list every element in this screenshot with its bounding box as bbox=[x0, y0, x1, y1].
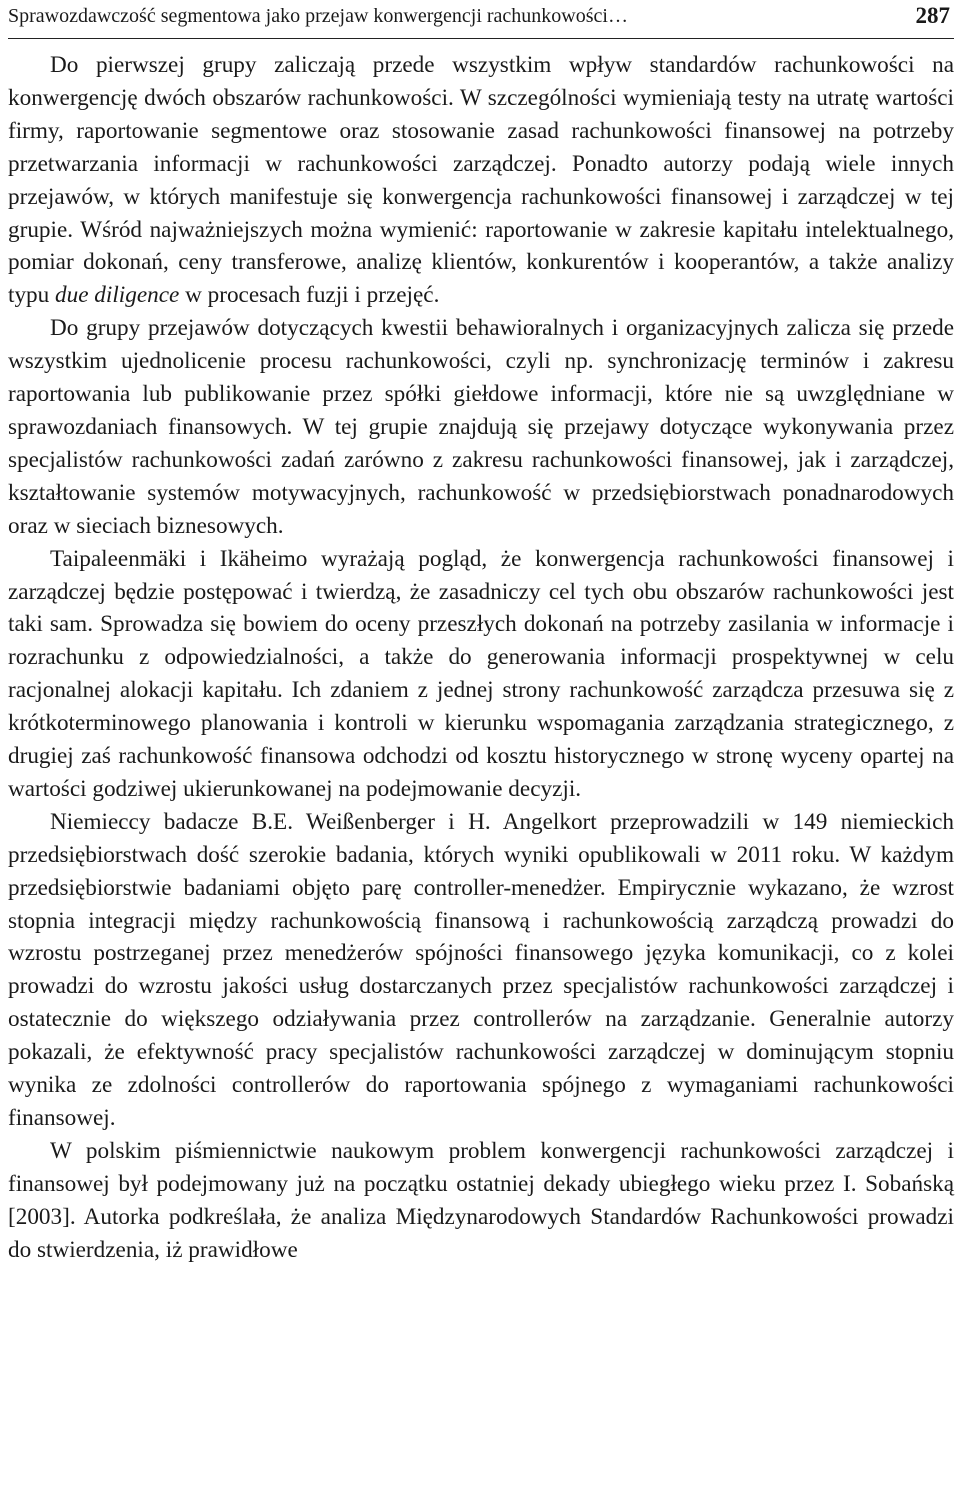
paragraph-1 bbox=[8, 49, 954, 312]
page-number: 287 bbox=[915, 3, 950, 28]
paragraph-5: W polskim piśmiennictwie naukowym problem konwergencji rachunkowości zarządczej i finansowej był podejmowany już na początku ostatniej dekady ubiegłego wieku przez I. Sobańską [2003]. Autorka podkreślała, że analiza Międzynarodowych Standardów Rachunkowości prowadzi do stwierdzenia, iż prawidłowe bbox=[8, 1137, 954, 1263]
italic-term-due-diligence: due diligence bbox=[55, 282, 180, 309]
body-text bbox=[8, 49, 954, 1267]
paragraph-4: Niemieccy badacze B.E. Weißenberger i H. Angelkort przeprowadzili w 149 niemieckich przedsiębiorstwach dość szerokie badania, których wyniki opublikowali w 2011 roku. W każdym przedsiębiorstwie badaniami objęto parę controller-menedżer. Empirycznie wykazano, że wzrost stopnia integracji między rachunkowością finansową i rachunkowością zarządczą prowadzi do wzrostu postrzeganej przez menedżerów spójności finansowego języka komunikacji, co z kolei prowadzi do wzrostu jakości usług dostarczanych przez specjalistów rachunkowości zarządczej i ostatecznie do większego odziaływania przez controllerów na zarządzanie. Generalnie autorzy pokazali, że efektywność pracy specjalistów rachunkowości zarządczej w dominującym stopniu wynika ze zdolności controllerów do raportowania spójnego z wymaganiami rachunkowości finansowej. bbox=[8, 808, 954, 1131]
running-head-title: Sprawozdawczość segmentowa jako przejaw konwergencji rachunkowości… bbox=[8, 5, 628, 27]
paragraph-3: Taipaleenmäki i Ikäheimo wyrażają pogląd, że konwergencja rachunkowości finansowej i zarządczej będzie postępować i twierdzą, że zasadniczy cel tych obu obszarów rachunkowości jest taki sam. Sprowadza się bowiem do oceny przeszłych dokonań na potrzeby zasilania w informacje i rozrachunku z odpowiedzialności, a także do generowania informacji prospektywnej w celu racjonalnej alokacji kapitału. Ich zdaniem z jednej strony rachunkowość zarządcza przesuwa się z krótkoterminowego planowania i kontroli w kierunku wspomagania zarządzania strategicznego, z drugiej zaś rachunkowość finansowa odchodzi od kosztu historycznego w stronę wyceny opartej na wartości godziwej ukierunkowanej na podejmowanie decyzji. bbox=[8, 545, 954, 802]
running-head bbox=[8, 0, 954, 39]
paragraph-1-text-b: w procesach fuzji i przejęć. bbox=[179, 282, 440, 309]
paragraph-1-text-a: Do pierwszej grupy zaliczają przede wszystkim wpływ standardów rachunkowości na konwergencję dwóch obszarów rachunkowości. W szczególności wymieniają testy na utratę wartości firmy, raportowanie segmentowe oraz stosowanie zasad rachunkowości finansowej na potrzeby przetwarzania informacji w rachunkowości zarządczej. Ponadto autorzy podają wiele innych przejawów, w których manifestuje się konwergencja rachunkowości finansowej i zarządczej w tej grupie. Wśród najważniejszych można wymienić: raportowanie w zakresie kapitału intelektualnego, pomiar dokonań, ceny transferowe, analizę klientów, konkurentów i kooperantów, a także analizy typu bbox=[8, 52, 954, 309]
paragraph-2: Do grupy przejawów dotyczących kwestii behawioralnych i organizacyjnych zalicza się przede wszystkim ujednolicenie procesu rachunkowości, czyli np. synchronizację terminów i zakresu raportowania lub publikowanie przez spółki giełdowe informacji, które nie są uwzględniane w sprawozdaniach finansowych. W tej grupie znajdują się przejawy dotyczące wykonywania przez specjalistów rachunkowości zadań zarówno z zakresu rachunkowości finansowej, jak i zarządczej, kształtowanie systemów motywacyjnych, rachunkowość w przedsiębiorstwach ponadnarodowych oraz w sieciach biznesowych. bbox=[8, 315, 954, 539]
